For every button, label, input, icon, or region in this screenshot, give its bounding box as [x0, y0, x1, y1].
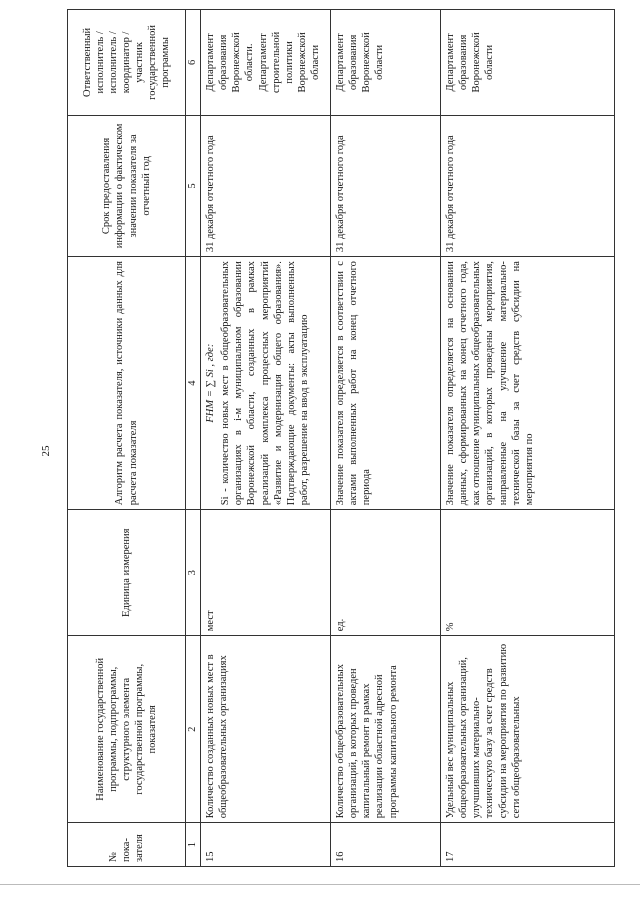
- row-unit: ед.: [331, 510, 441, 636]
- indicator-table: [67, 9, 615, 867]
- column-number: 2: [186, 636, 201, 823]
- row-name: Удельный вес муниципальных общеобразовательных организаций, улучшивших материально-техническую базу за счет средств субсидии на мероприятия по развитию сети общеобразовательных: [441, 636, 615, 823]
- row-deadline: 31 декабря отчетного года: [441, 115, 615, 256]
- page-number: 25: [40, 445, 52, 457]
- row-responsible: Департамент образования Воронежской области: [441, 10, 615, 116]
- header-name: Наименование государственной программы, подпрограммы, структурного элемента государственной программы, показателя: [68, 636, 186, 823]
- row-num: 15: [201, 823, 331, 867]
- table-row: [331, 10, 441, 867]
- row-name: Количество общеобразовательных организаций, в которых проведен капитальный ремонт в рамках реализации областной адресной программы капитального ремонта: [331, 636, 441, 823]
- row-name: Количество созданных новых мест в общеобразовательных организациях: [201, 636, 331, 823]
- header-num: № пока-зателя: [68, 823, 186, 867]
- header-deadline: Срок предоставления информации о фактическом значении показателя за отчетный год: [68, 115, 186, 256]
- table-header-row: [68, 10, 186, 867]
- row-algorithm: Значение показателя определяется в соответствии с актами выполненных работ на конец отчетного периода: [331, 257, 441, 510]
- column-number: 4: [186, 257, 201, 510]
- column-number-row: [186, 10, 201, 867]
- column-number: 1: [186, 823, 201, 867]
- column-number: 5: [186, 115, 201, 256]
- row-algorithm: Значение показателя определяется на основании данных, сформированных на конец отчетного года, как отношение муниципальных общеобразовательных организаций, в которых проведены мероприятия, направленные на улучшение материально-технической базы за счет средств субсидии на мероприятия по: [441, 257, 615, 510]
- row-responsible: Департамент образования Воронежской области: [331, 10, 441, 116]
- row-algorithm: Si - количество новых мест в общеобразовательных организациях в i-м муниципальном образовании Воронежской области, созданных в рамках реализаций комплекса процессных мероприятий «Развитие и модернизация общего образования». Подтверждающие документы: акты выполненных работ, разрешение на ввод в эксплуатацию: [220, 261, 310, 506]
- header-responsible: Ответственный исполнитель / исполнитель / координатор / участник государственной программы: [68, 10, 186, 116]
- row-formula: FНМ = ∑ Si , где:: [205, 343, 216, 423]
- header-algorithm: Алгоритм расчета показателя, источники данных для расчета показателя: [68, 257, 186, 510]
- row-num: 16: [331, 823, 441, 867]
- row-deadline: 31 декабря отчетного года: [331, 115, 441, 256]
- table-row: [441, 10, 615, 867]
- column-number: 3: [186, 510, 201, 636]
- column-number: 6: [186, 10, 201, 116]
- table-row: [201, 10, 331, 867]
- row-responsible: Департамент образования Воронежской области. Департамент строительной политики Воронежской области: [201, 10, 331, 116]
- page-bottom-rule: [0, 884, 640, 885]
- indicator-table-sheet: [67, 9, 615, 867]
- row-unit: мест: [201, 510, 331, 636]
- row-num: 17: [441, 823, 615, 867]
- header-unit: Единица измерения: [68, 510, 186, 636]
- row-deadline: 31 декабря отчетного года: [201, 115, 331, 256]
- row-unit: %: [441, 510, 615, 636]
- row-algorithm-cell: [201, 257, 331, 510]
